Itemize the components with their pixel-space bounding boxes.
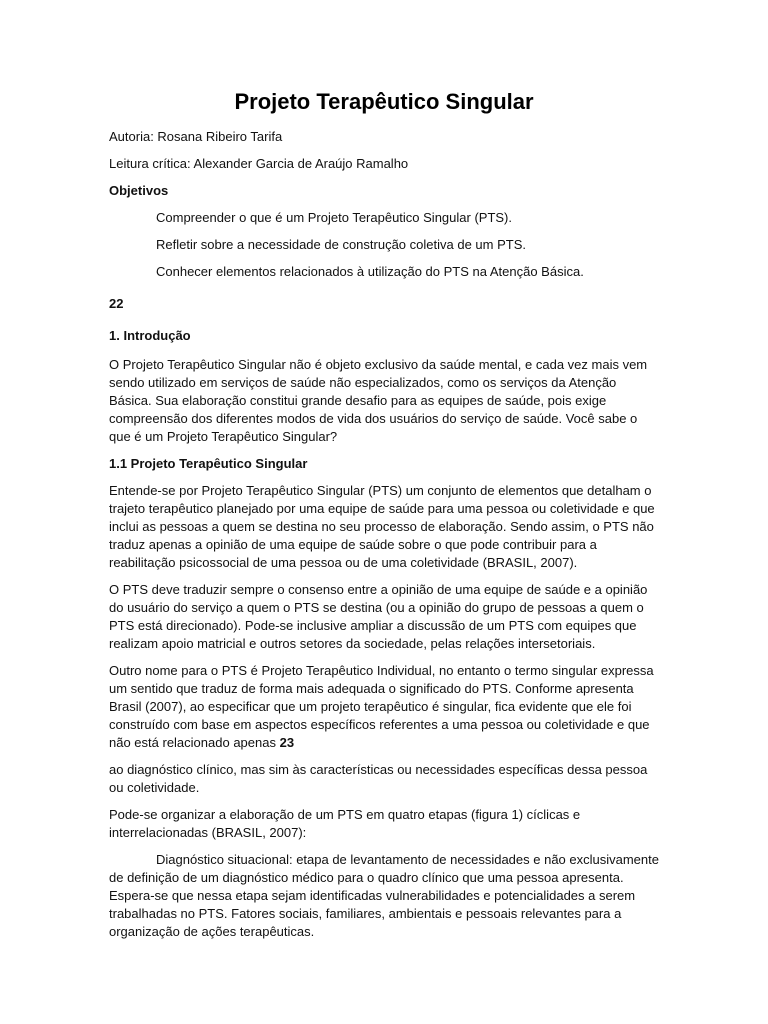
objective-item: Conhecer elementos relacionados à utilização do PTS na Atenção Básica. <box>156 264 584 279</box>
body-paragraph: ao diagnóstico clínico, mas sim às características ou necessidades específicas dessa pessoa ou coletividade. <box>109 762 648 795</box>
body-paragraph: Diagnóstico situacional: etapa de levantamento de necessidades e não exclusivamente de definição de um diagnóstico médico para o quadro clínico que uma pessoa apresenta. Espera-se que nessa etapa sejam identificadas vulnerabilidades e potencialidades a serem trabalhadas no PTS. Fatores sociais, familiares, ambientais e pessoais relevantes para a organização de ações terapêuticas. <box>109 852 659 939</box>
body-paragraph-text: Outro nome para o PTS é Projeto Terapêutico Individual, no entanto o termo singular expressa um sentido que traduz de forma mais adequada o significado do PTS. Conforme apresenta Brasil (2007), ao especificar que um projeto terapêutico é singular, fica evidente que ele foi construído com base em aspectos específicos referentes a uma pessoa ou coletividade e que não está relacionado apenas <box>109 663 654 750</box>
objectives-heading: Objetivos <box>109 183 169 198</box>
author-line: Autoria: Rosana Ribeiro Tarifa <box>109 129 283 144</box>
objective-item: Compreender o que é um Projeto Terapêutico Singular (PTS). <box>156 210 513 225</box>
objectives-list <box>109 209 659 281</box>
objective-item: Refletir sobre a necessidade de construção coletiva de um PTS. <box>156 237 526 252</box>
reader-line: Leitura crítica: Alexander Garcia de Araújo Ramalho <box>109 156 409 171</box>
section-heading: 1. Introdução <box>109 328 191 343</box>
body-paragraph: Entende-se por Projeto Terapêutico Singular (PTS) um conjunto de elementos que detalham o trajeto terapêutico planejado por uma equipe de saúde para uma pessoa ou coletividade e que inclui as pessoas a quem se destina no seu processo de elaboração. Sendo assim, o PTS não traduz apenas a opinião de uma equipe de saúde sobre o que pode contribuir para a reabilitação psicossocial de uma pessoa ou de uma coletividade (BRASIL, 2007). <box>109 483 655 570</box>
page-number: 22 <box>109 296 124 311</box>
body-paragraph: Pode-se organizar a elaboração de um PTS em quatro etapas (figura 1) cíclicas e interrelacionadas (BRASIL, 2007): <box>109 807 581 840</box>
page-title: Projeto Terapêutico Singular <box>234 89 534 114</box>
intro-paragraph: O Projeto Terapêutico Singular não é objeto exclusivo da saúde mental, e cada vez mais vem sendo utilizado em serviços de saúde não especializados, como os serviços da Atenção Básica. Sua elaboração constitui grande desafio para as equipes de saúde, pois exige compreensão dos diferentes modos de vida dos usuários do serviço de saúde. Você sabe o que é um Projeto Terapêutico Singular? <box>109 357 648 444</box>
subsection-heading: 1.1 Projeto Terapêutico Singular <box>109 456 308 471</box>
body-paragraph: O PTS deve traduzir sempre o consenso entre a opinião de uma equipe de saúde e a opinião do usuário do serviço a quem o PTS se destina (ou a opinião do grupo de pessoas a quem o PTS está direcionado). Pode-se inclusive ampliar a discussão de um PTS com equipes que realizam apoio matricial e outros setores da sociedade, pelas relações intersetoriais. <box>109 582 648 651</box>
page-number: 23 <box>279 735 295 750</box>
body-paragraph <box>109 662 659 752</box>
